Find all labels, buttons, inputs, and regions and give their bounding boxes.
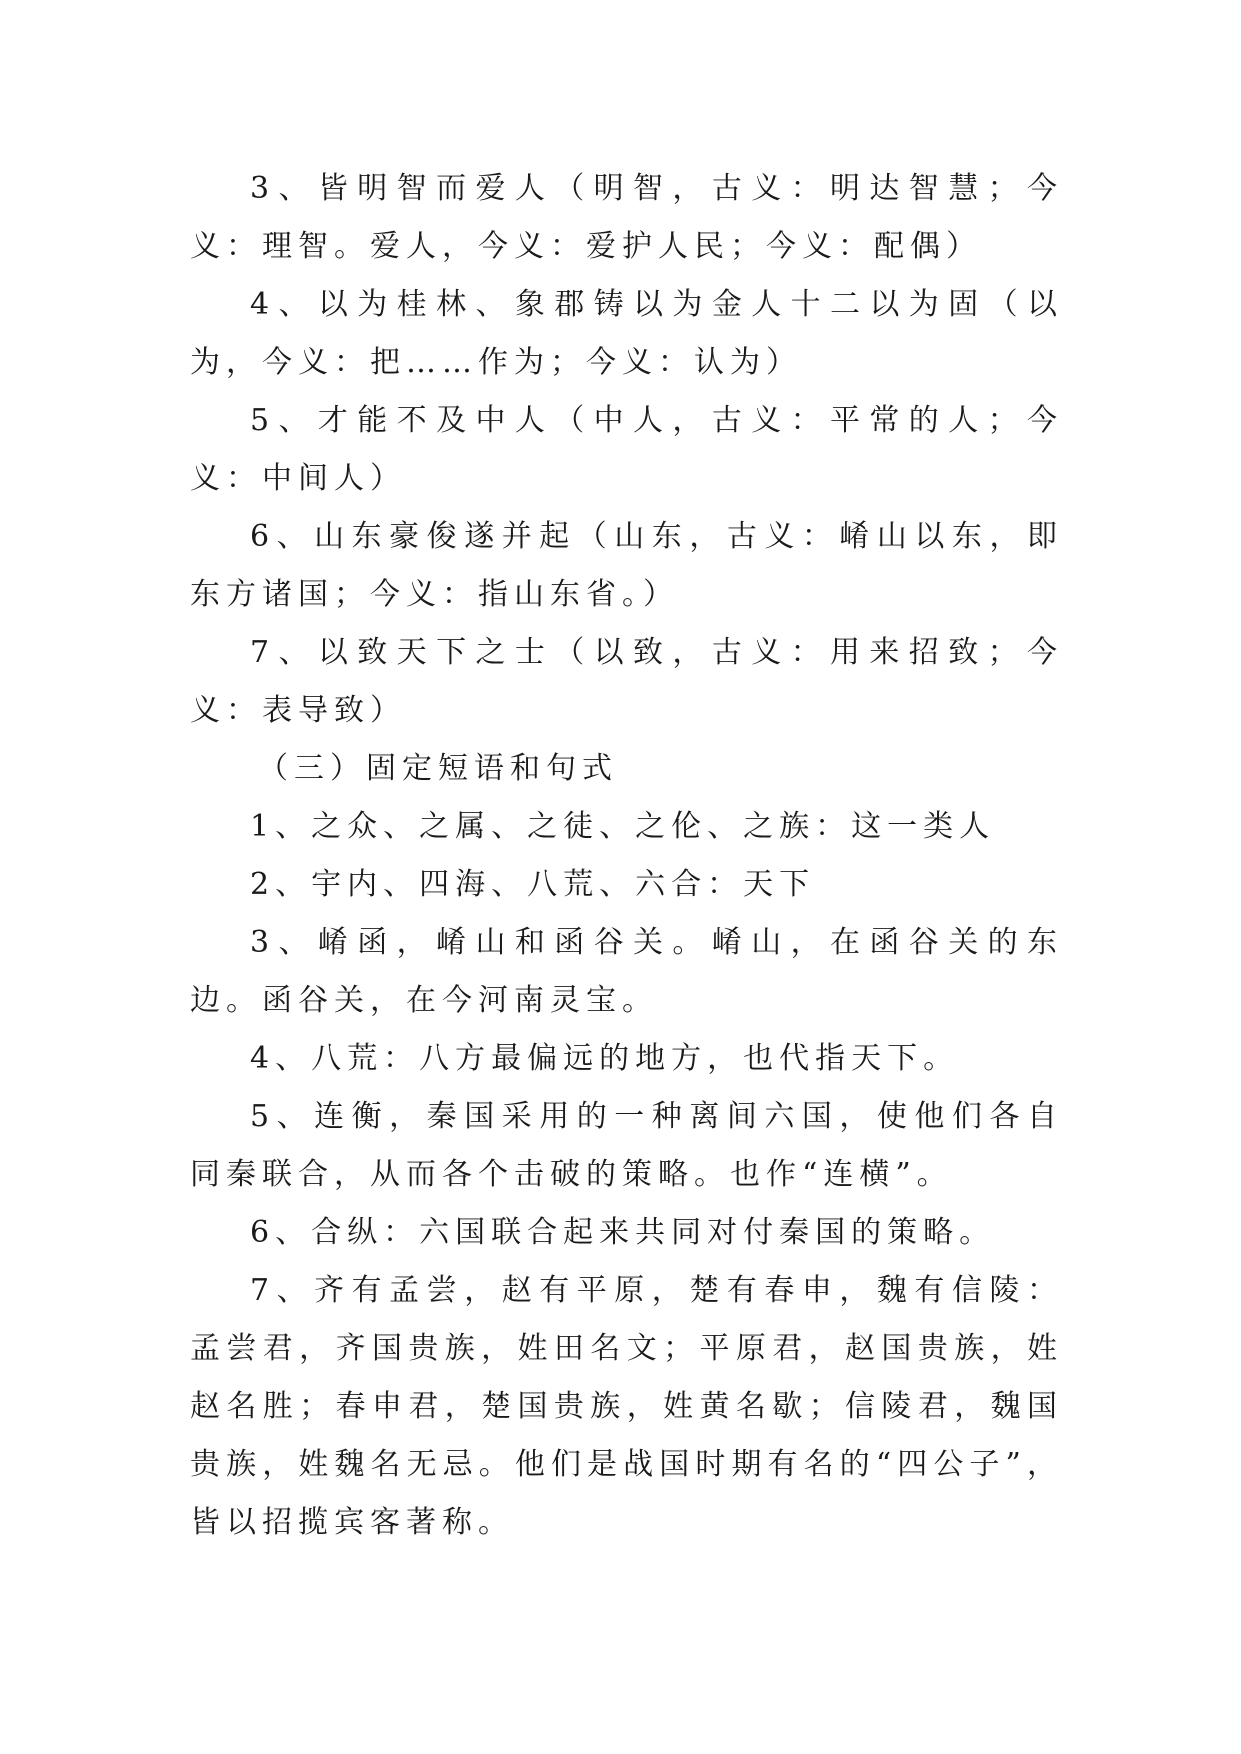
paragraph-gu-yi-5: 5、才能不及中人（中人，古义：平常的人；今义：中间人） <box>190 403 1063 496</box>
paragraph-phrase-5: 5、连衡，秦国采用的一种离间六国，使他们各自同秦联合，从而各个击破的策略。也作“连横”。 <box>190 1099 1063 1192</box>
paragraph-gu-yi-7: 7、以致天下之士（以致，古义：用来招致；今义：表导致） <box>190 635 1063 728</box>
paragraph-gu-yi-4: 4、以为桂林、象郡铸以为金人十二以为固（以为，今义：把……作为；今义：认为） <box>190 287 1063 380</box>
document-page <box>190 160 1063 1552</box>
paragraph-phrase-4: 4、八荒：八方最偏远的地方，也代指天下。 <box>250 1041 960 1076</box>
paragraph-phrase-6: 6、合纵：六国联合起来共同对付秦国的策略。 <box>250 1215 996 1250</box>
paragraph-phrase-7: 7、齐有孟尝，赵有平原，楚有春申，魏有信陵：孟尝君，齐国贵族，姓田名文；平原君，赵国贵族，姓赵名胜；春申君，楚国贵族，姓黄名歇；信陵君，魏国贵族，姓魏名无忌。他们是战国时期有名的“四公子”，皆以招揽宾客著称。 <box>190 1273 1063 1540</box>
paragraph-phrase-3: 3、崤函，崤山和函谷关。崤山，在函谷关的东边。函谷关，在今河南灵宝。 <box>190 925 1063 1018</box>
paragraph-gu-yi-3: 3、皆明智而爱人（明智，古义：明达智慧；今义：理智。爱人，今义：爱护人民；今义：配偶） <box>190 171 1063 264</box>
paragraph-phrase-2: 2、宇内、四海、八荒、六合：天下 <box>250 867 816 902</box>
section-heading: （三）固定短语和句式 <box>258 751 618 786</box>
paragraph-gu-yi-6: 6、山东豪俊遂并起（山东，古义：崤山以东，即东方诸国；今义：指山东省。） <box>190 519 1063 612</box>
paragraph-phrase-1: 1、之众、之属、之徒、之伦、之族：这一类人 <box>250 809 996 844</box>
